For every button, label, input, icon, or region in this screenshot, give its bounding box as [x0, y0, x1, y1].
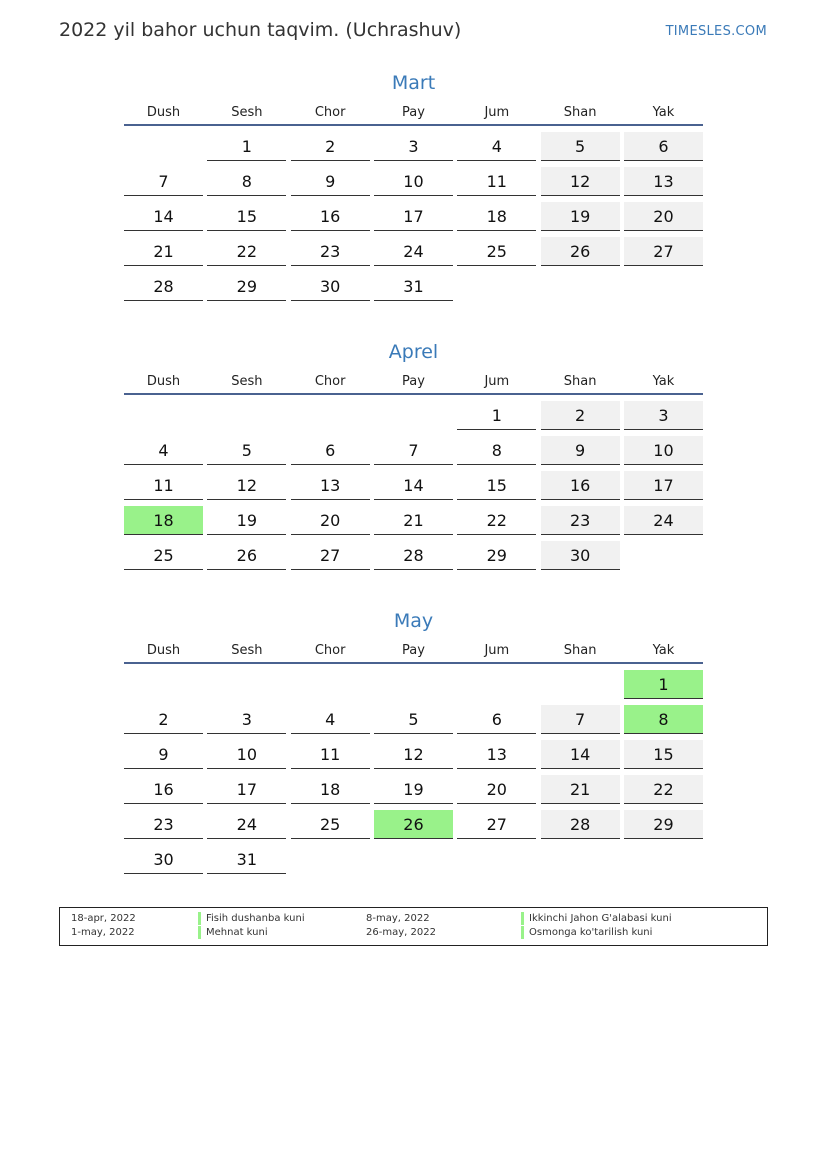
day-cell: 29 — [457, 541, 536, 570]
day-cell: 25 — [291, 810, 370, 839]
day-cell: 18 — [291, 775, 370, 804]
day-cell: 8 — [207, 167, 286, 196]
day-cell: 9 — [541, 436, 620, 465]
weekday-label: Sesh — [231, 105, 263, 120]
empty-day-cell — [124, 132, 203, 161]
day-cell: 20 — [291, 506, 370, 535]
day-cell: 28 — [374, 541, 453, 570]
day-cell: 21 — [124, 237, 203, 266]
day-cell: 31 — [207, 845, 286, 874]
day-cell: 17 — [374, 202, 453, 231]
month-title: Mart — [391, 72, 436, 94]
day-cell: 11 — [457, 167, 536, 196]
weekday-label: Shan — [563, 105, 597, 120]
legend-date: 26-may, 2022 — [366, 927, 436, 938]
day-cell: 6 — [624, 132, 703, 161]
empty-day-cell — [291, 670, 370, 699]
month-title: May — [393, 610, 434, 632]
empty-day-cell — [291, 401, 370, 430]
day-cell: 4 — [124, 436, 203, 465]
legend-holiday-name: Osmonga ko'tarilish kuni — [521, 926, 652, 939]
day-cell: 21 — [541, 775, 620, 804]
month-march — [124, 67, 703, 301]
empty-day-cell — [541, 670, 620, 699]
day-cell: 17 — [624, 471, 703, 500]
day-cell: 17 — [207, 775, 286, 804]
day-cell: 3 — [624, 401, 703, 430]
month-april — [124, 336, 703, 570]
day-cell: 10 — [624, 436, 703, 465]
day-cell: 16 — [124, 775, 203, 804]
day-cell: 12 — [207, 471, 286, 500]
day-cell: 4 — [457, 132, 536, 161]
day-cell: 7 — [124, 167, 203, 196]
brand-link[interactable]: TIMESLES.COM — [665, 24, 767, 39]
day-cell: 11 — [291, 740, 370, 769]
day-cell: 2 — [124, 705, 203, 734]
day-cell: 9 — [291, 167, 370, 196]
day-cell: 22 — [207, 237, 286, 266]
weekday-label: Sesh — [231, 643, 263, 658]
day-cell: 23 — [541, 506, 620, 535]
weekday-label: Dush — [146, 643, 181, 658]
day-cell: 3 — [374, 132, 453, 161]
empty-day-cell — [124, 670, 203, 699]
day-cell: 10 — [207, 740, 286, 769]
holiday-day-cell: 1 — [624, 670, 703, 699]
month-title: Aprel — [388, 341, 439, 363]
legend-holiday-name: Fisih dushanba kuni — [198, 912, 305, 925]
day-cell: 2 — [291, 132, 370, 161]
day-cell: 20 — [624, 202, 703, 231]
day-cell: 7 — [541, 705, 620, 734]
weekday-label: Chor — [314, 105, 346, 120]
weekday-header — [124, 640, 703, 664]
day-cell: 25 — [124, 541, 203, 570]
day-cell: 19 — [541, 202, 620, 231]
empty-day-cell — [207, 401, 286, 430]
weekday-label: Sesh — [231, 374, 263, 389]
day-cell: 31 — [374, 272, 453, 301]
day-cell: 5 — [374, 705, 453, 734]
day-cell: 6 — [457, 705, 536, 734]
day-cell: 19 — [207, 506, 286, 535]
day-cell: 24 — [374, 237, 453, 266]
day-cell: 15 — [624, 740, 703, 769]
holiday-legend — [59, 907, 768, 946]
day-cell: 16 — [541, 471, 620, 500]
day-cell: 26 — [541, 237, 620, 266]
day-cell: 1 — [207, 132, 286, 161]
weekday-label: Yak — [652, 374, 675, 389]
weekday-label: Dush — [146, 105, 181, 120]
day-grid — [124, 401, 703, 570]
day-cell: 22 — [624, 775, 703, 804]
day-cell: 30 — [291, 272, 370, 301]
day-cell: 27 — [457, 810, 536, 839]
day-cell: 27 — [624, 237, 703, 266]
legend-holiday-name: Ikkinchi Jahon G'alabasi kuni — [521, 912, 672, 925]
day-cell: 14 — [541, 740, 620, 769]
day-cell: 12 — [374, 740, 453, 769]
weekday-label: Dush — [146, 374, 181, 389]
day-cell: 23 — [291, 237, 370, 266]
day-cell: 29 — [624, 810, 703, 839]
holiday-day-cell: 8 — [624, 705, 703, 734]
day-cell: 23 — [124, 810, 203, 839]
empty-day-cell — [374, 401, 453, 430]
day-cell: 3 — [207, 705, 286, 734]
weekday-label: Pay — [402, 643, 425, 658]
day-cell: 28 — [124, 272, 203, 301]
legend-date: 18-apr, 2022 — [71, 913, 136, 924]
day-cell: 4 — [291, 705, 370, 734]
weekday-label: Jum — [484, 374, 510, 389]
day-cell: 22 — [457, 506, 536, 535]
weekday-label: Yak — [652, 643, 675, 658]
day-cell: 25 — [457, 237, 536, 266]
day-cell: 11 — [124, 471, 203, 500]
day-cell: 24 — [207, 810, 286, 839]
empty-day-cell — [374, 670, 453, 699]
day-cell: 12 — [541, 167, 620, 196]
weekday-label: Chor — [314, 374, 346, 389]
empty-day-cell — [207, 670, 286, 699]
day-cell: 9 — [124, 740, 203, 769]
day-cell: 6 — [291, 436, 370, 465]
legend-holiday-name: Mehnat kuni — [198, 926, 268, 939]
day-cell: 15 — [457, 471, 536, 500]
day-cell: 28 — [541, 810, 620, 839]
day-cell: 14 — [124, 202, 203, 231]
day-cell: 27 — [291, 541, 370, 570]
day-cell: 30 — [124, 845, 203, 874]
day-cell: 13 — [624, 167, 703, 196]
weekday-label: Chor — [314, 643, 346, 658]
day-cell: 24 — [624, 506, 703, 535]
weekday-label: Shan — [563, 643, 597, 658]
holiday-day-cell: 18 — [124, 506, 203, 535]
empty-day-cell — [124, 401, 203, 430]
day-cell: 7 — [374, 436, 453, 465]
weekday-header — [124, 371, 703, 395]
day-cell: 20 — [457, 775, 536, 804]
day-cell: 5 — [541, 132, 620, 161]
day-cell: 15 — [207, 202, 286, 231]
day-cell: 1 — [457, 401, 536, 430]
day-cell: 16 — [291, 202, 370, 231]
day-cell: 18 — [457, 202, 536, 231]
weekday-label: Pay — [402, 374, 425, 389]
day-cell: 8 — [457, 436, 536, 465]
weekday-header — [124, 102, 703, 126]
day-cell: 2 — [541, 401, 620, 430]
day-cell: 13 — [291, 471, 370, 500]
day-cell: 5 — [207, 436, 286, 465]
weekday-label: Jum — [484, 643, 510, 658]
day-grid — [124, 670, 703, 874]
legend-date: 8-may, 2022 — [366, 913, 430, 924]
day-cell: 26 — [207, 541, 286, 570]
day-cell: 29 — [207, 272, 286, 301]
day-cell: 21 — [374, 506, 453, 535]
weekday-label: Pay — [402, 105, 425, 120]
empty-day-cell — [457, 670, 536, 699]
holiday-day-cell: 26 — [374, 810, 453, 839]
legend-date: 1-may, 2022 — [71, 927, 135, 938]
day-cell: 19 — [374, 775, 453, 804]
day-cell: 13 — [457, 740, 536, 769]
weekday-label: Jum — [484, 105, 510, 120]
day-cell: 30 — [541, 541, 620, 570]
weekday-label: Yak — [652, 105, 675, 120]
day-cell: 14 — [374, 471, 453, 500]
month-may — [124, 605, 703, 874]
day-grid — [124, 132, 703, 301]
weekday-label: Shan — [563, 374, 597, 389]
page-title: 2022 yil bahor uchun taqvim. (Uchrashuv) — [59, 19, 462, 41]
day-cell: 10 — [374, 167, 453, 196]
